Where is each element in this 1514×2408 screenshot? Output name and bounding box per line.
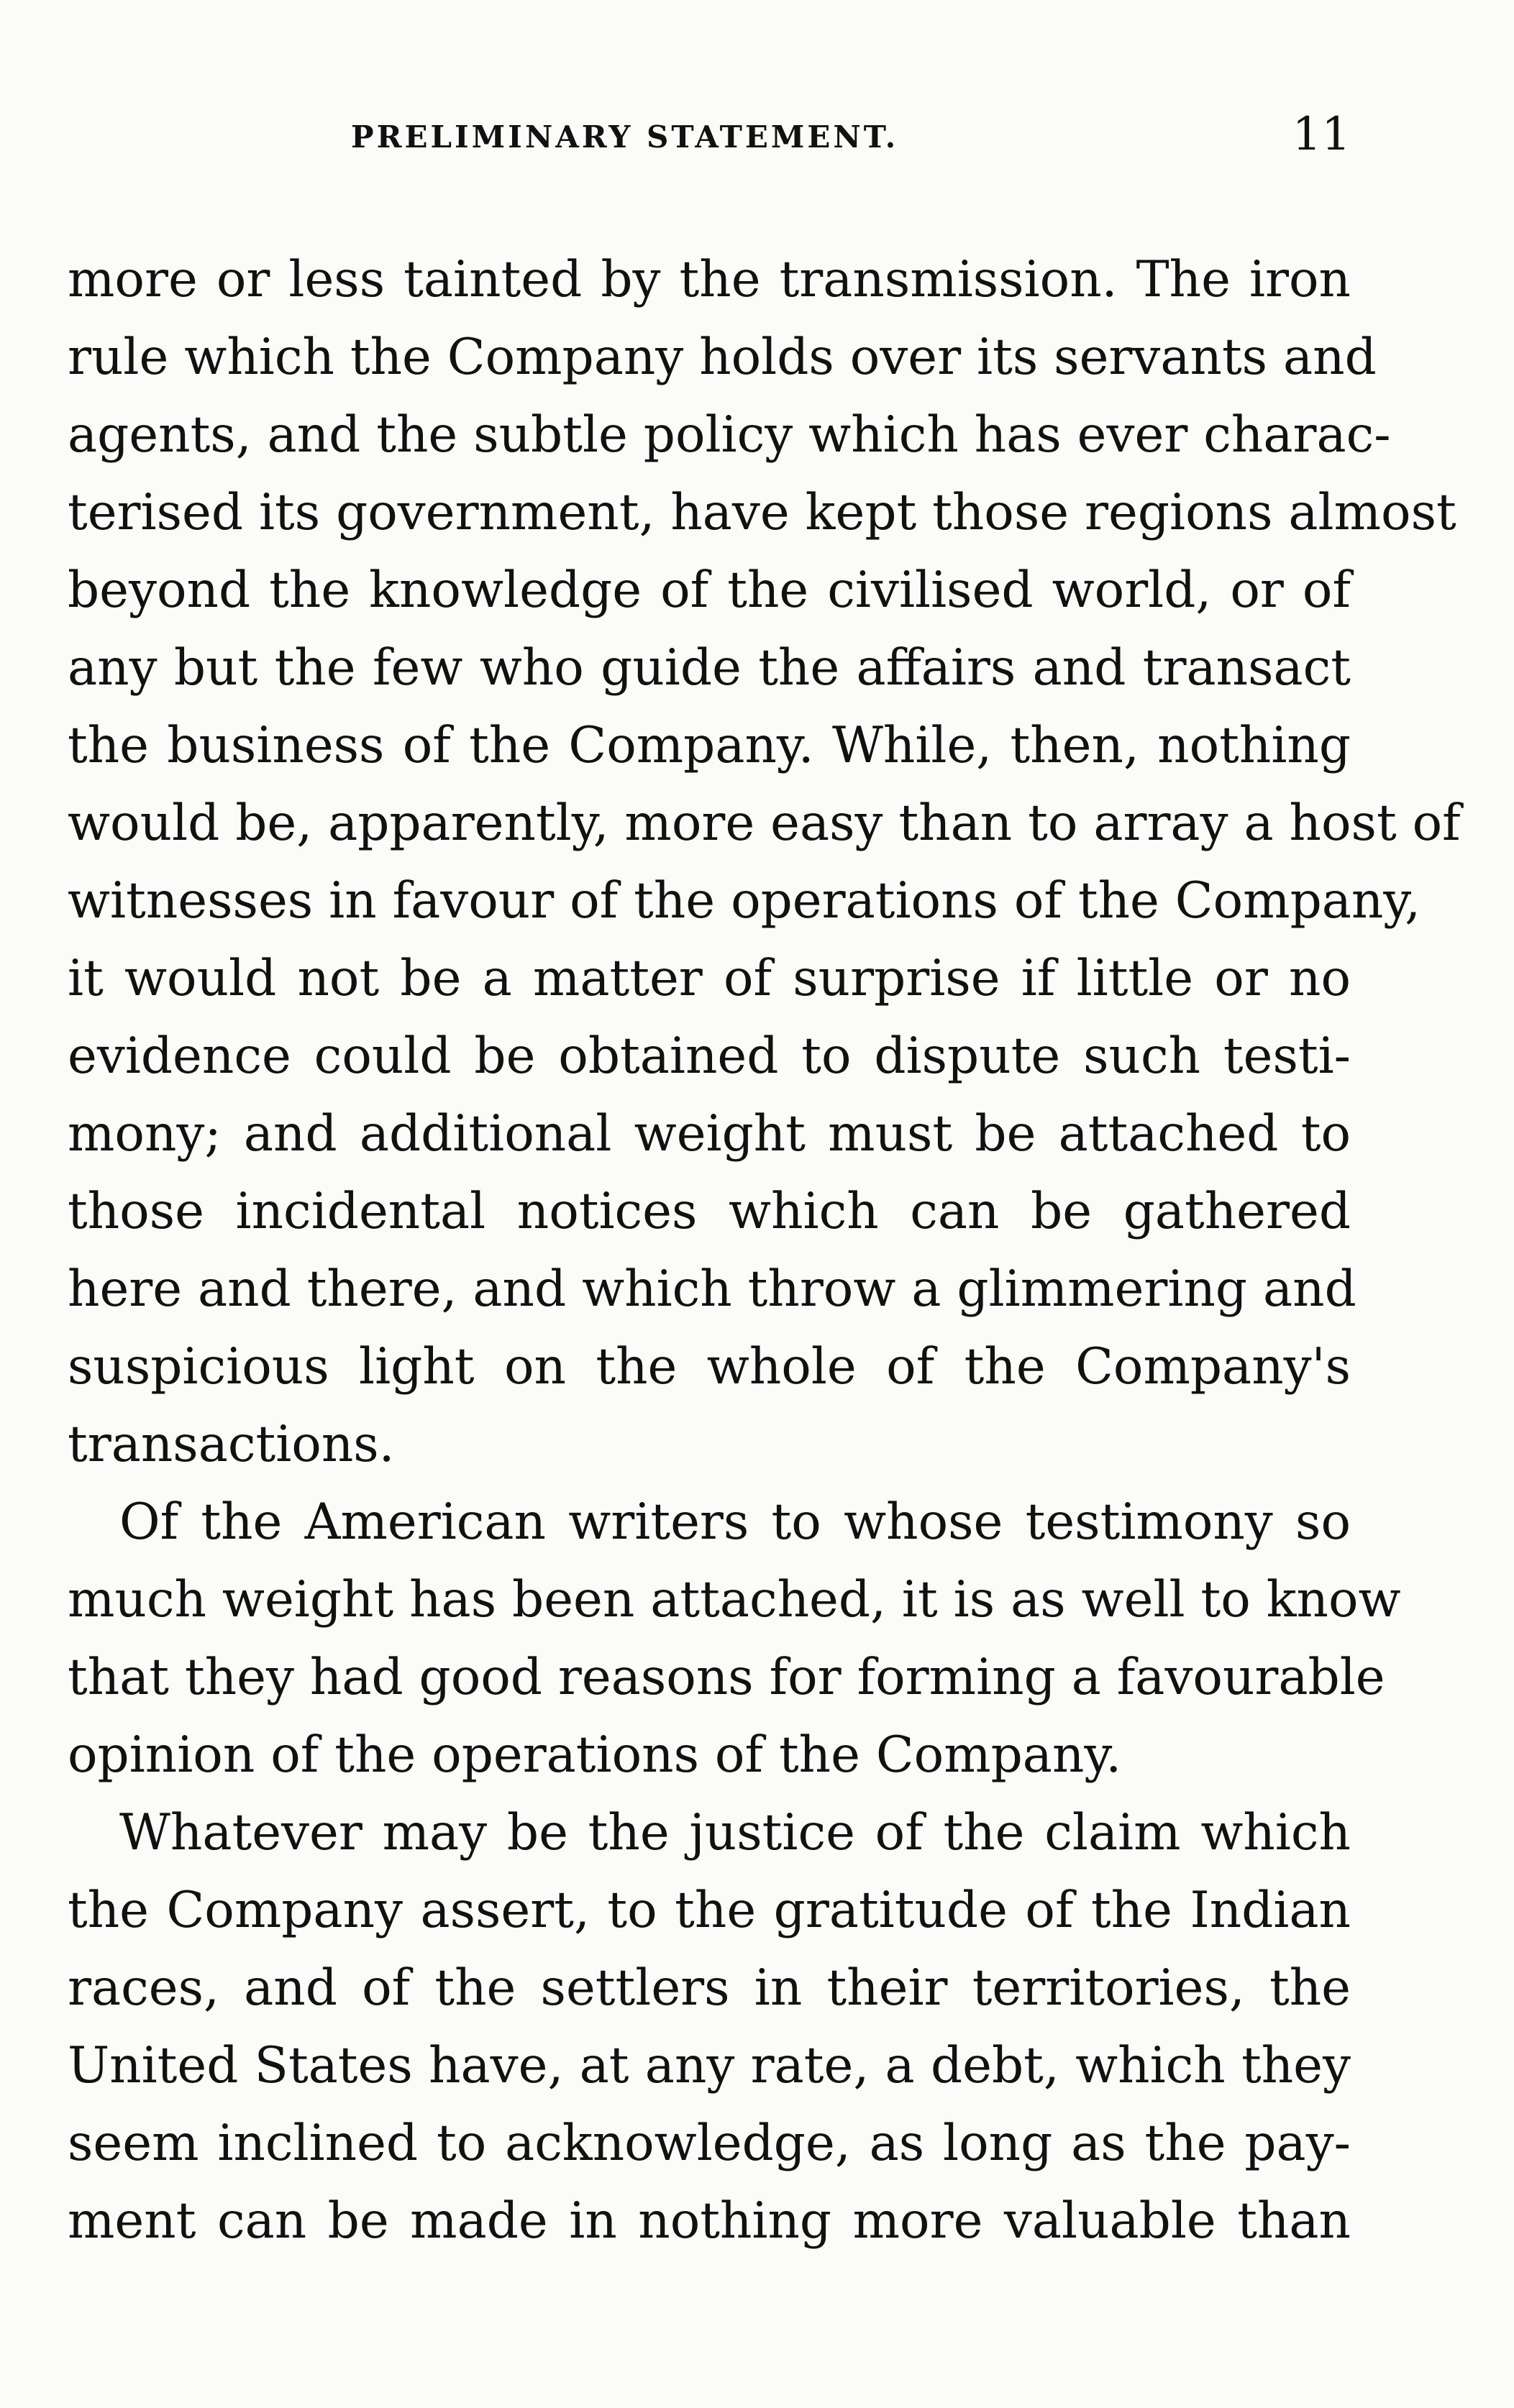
text-line: much weight has been attached, it is as well to know	[68, 1571, 1401, 1629]
text-line: terised its government, have kept those regions almost	[68, 484, 1456, 541]
text-line: would be, apparently, more easy than to array a host of	[68, 795, 1461, 852]
text-line: Whatever may be the justice of the claim which	[119, 1804, 1351, 1862]
text-line: the business of the Company. While, then, nothing	[68, 717, 1351, 774]
text-line: those incidental notices which can be gathered	[68, 1183, 1351, 1240]
text-line: any but the few who guide the affairs and transact	[68, 639, 1351, 697]
text-line: races, and of the settlers in their territories, the	[68, 1959, 1351, 2017]
text-line: witnesses in favour of the operations of the Company,	[68, 872, 1421, 930]
text-line: beyond the knowledge of the civilised world, or of	[68, 562, 1351, 619]
page-number: 11	[1292, 108, 1351, 161]
paragraph-1	[68, 241, 1461, 1483]
text-line: the Company assert, to the gratitude of the Indian	[68, 1882, 1351, 1939]
text-line: suspicious light on the whole of the Company's	[68, 1338, 1351, 1396]
text-line: that they had good reasons for forming a favourable	[68, 1649, 1385, 1706]
text-line: Of the American writers to whose testimony so	[119, 1493, 1351, 1551]
paragraph-2	[68, 1483, 1401, 1794]
text-line: rule which the Company holds over its servants and	[68, 329, 1377, 386]
text-line: agents, and the subtle policy which has ever charac-	[68, 406, 1391, 464]
text-line: United States have, at any rate, a debt, which they	[68, 2037, 1351, 2095]
text-line: it would not be a matter of surprise if little or no	[68, 950, 1351, 1007]
text-line: transactions.	[68, 1416, 395, 1473]
running-title: PRELIMINARY STATEMENT.	[351, 119, 899, 155]
text-line: ment can be made in nothing more valuable than	[68, 2192, 1351, 2250]
text-line: here and there, and which throw a glimmering and	[68, 1260, 1356, 1318]
body-text	[68, 241, 1461, 2260]
text-line: seem inclined to acknowledge, as long as the pay-	[68, 2115, 1351, 2172]
text-line: opinion of the operations of the Company.	[68, 1726, 1122, 1784]
running-head	[68, 108, 1351, 165]
paragraph-3	[68, 1794, 1351, 2260]
text-line: evidence could be obtained to dispute such testi-	[68, 1027, 1351, 1085]
text-line: mony; and additional weight must be attached to	[68, 1105, 1351, 1163]
text-line: more or less tainted by the transmission. The iron	[68, 251, 1351, 308]
